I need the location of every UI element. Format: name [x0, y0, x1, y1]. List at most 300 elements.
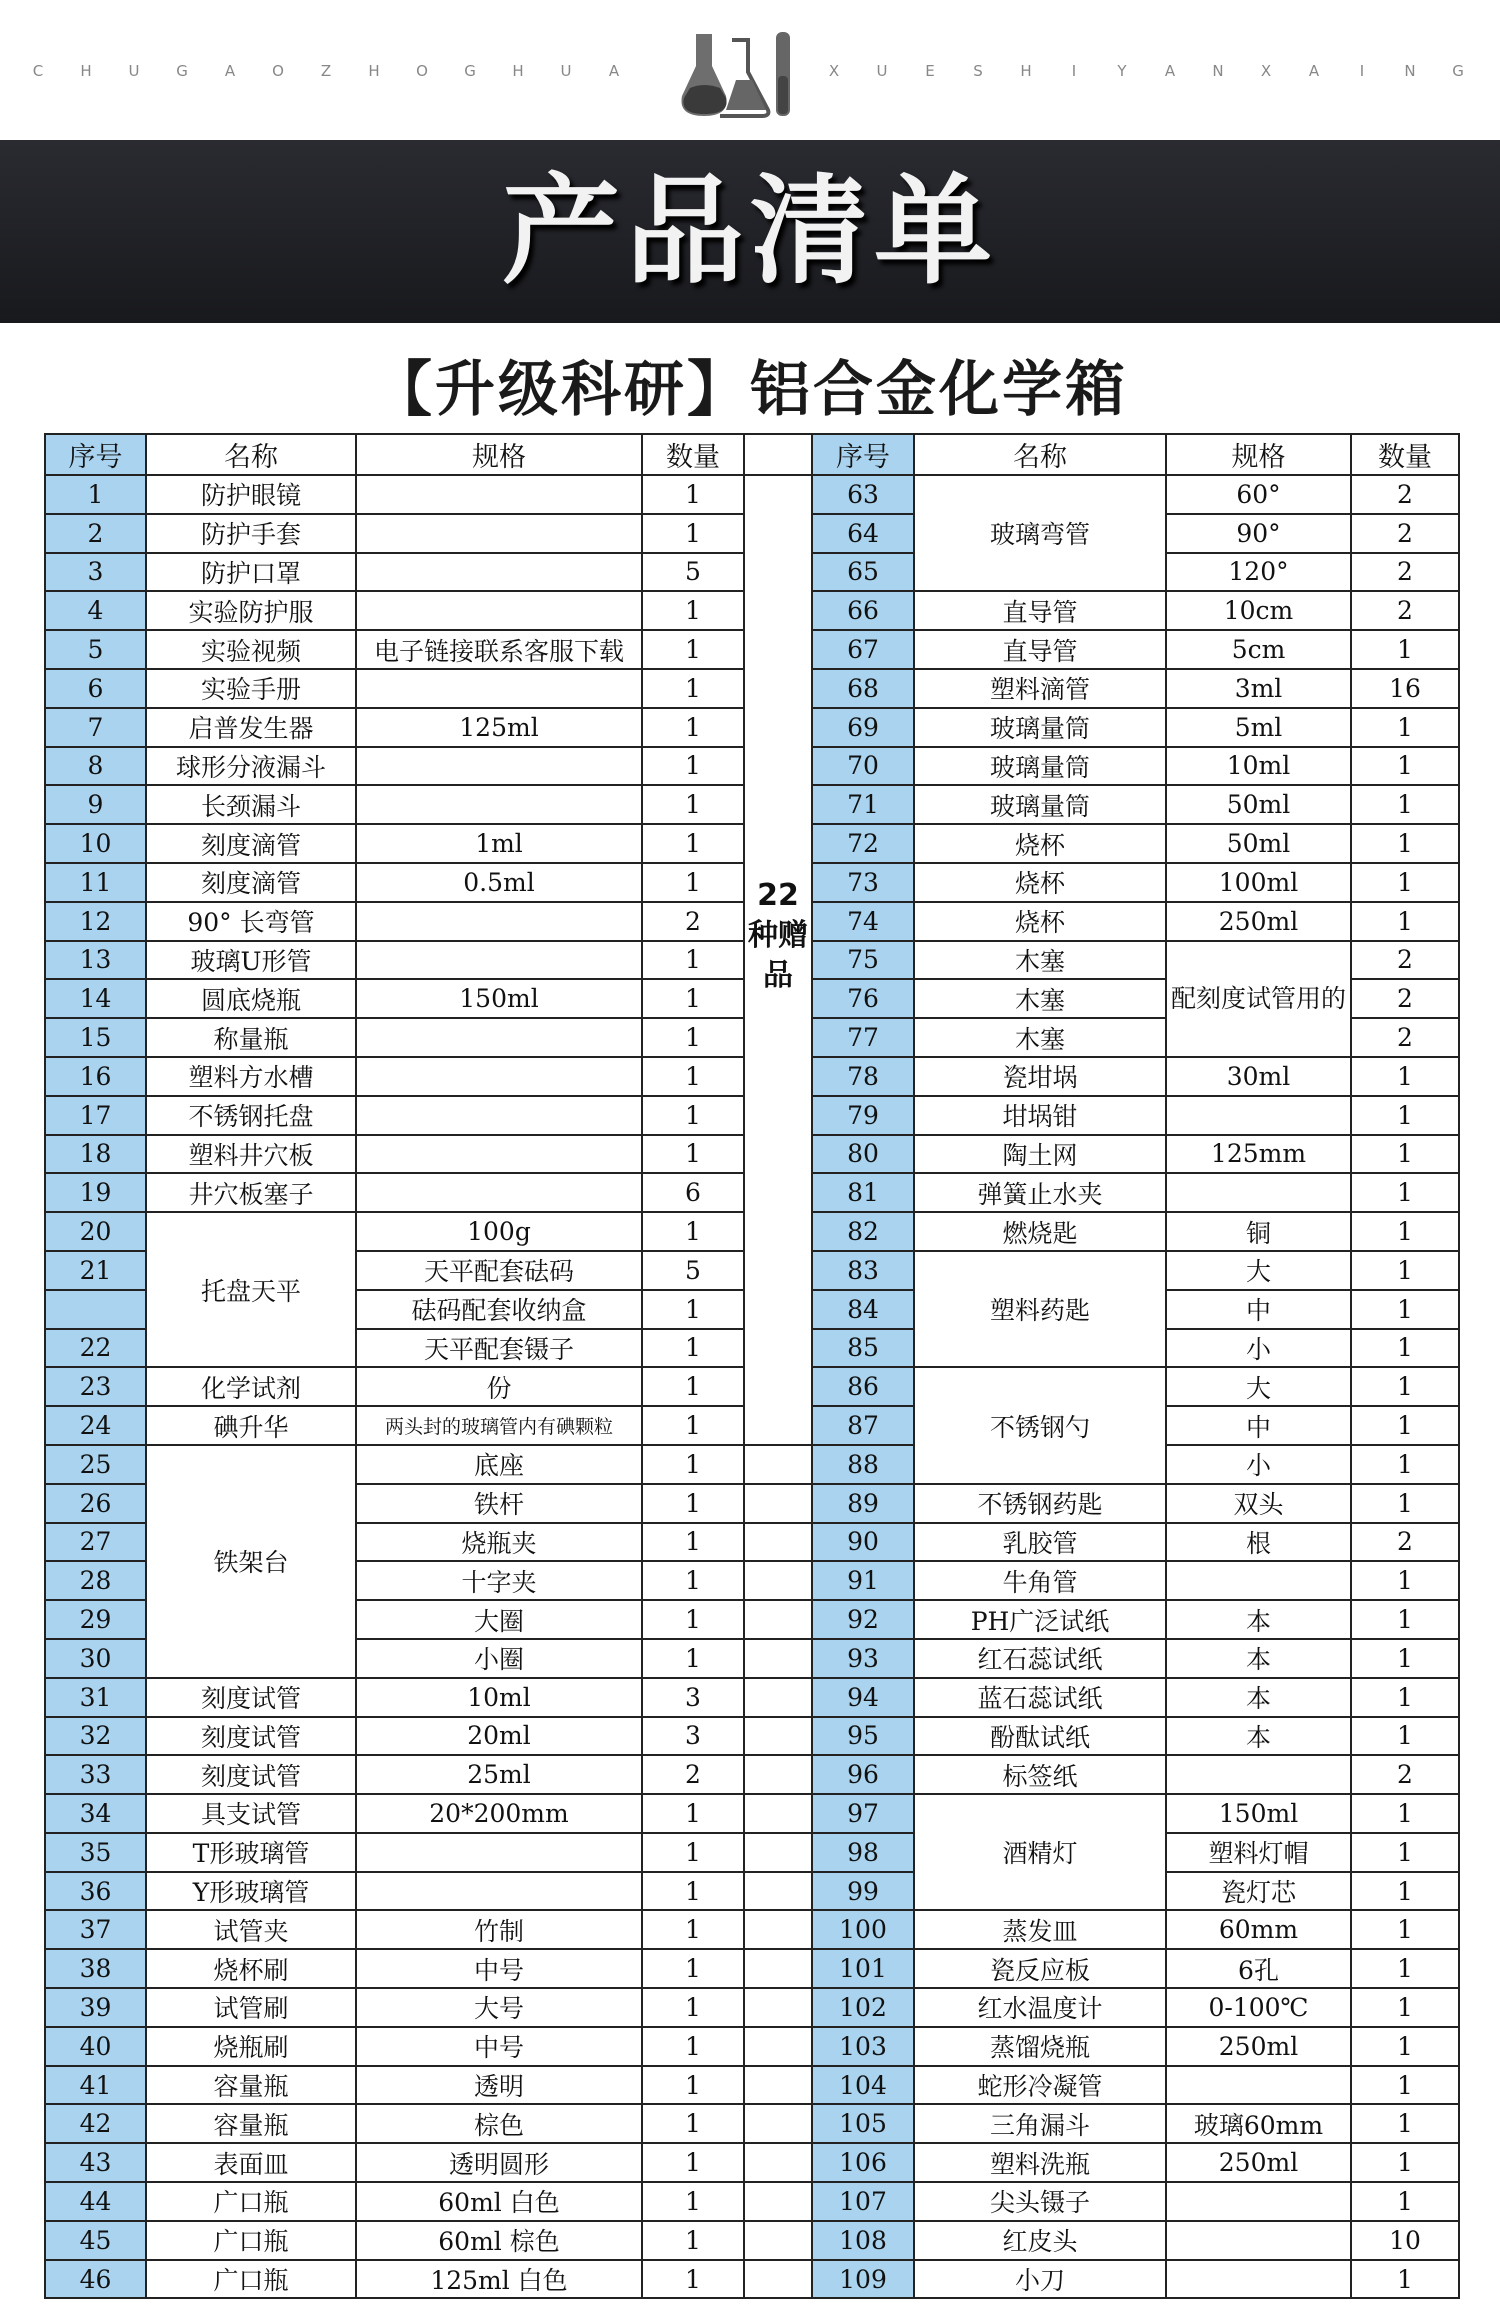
item-qty: 2 — [1351, 475, 1459, 514]
item-index: 7 — [45, 708, 146, 747]
item-index: 17 — [45, 1096, 146, 1135]
item-spec: 20ml — [356, 1717, 642, 1756]
item-qty: 1 — [1351, 630, 1459, 669]
item-spec: 60ml 棕色 — [356, 2221, 642, 2260]
header-letter: H — [1020, 62, 1032, 80]
item-name: 玻璃弯管 — [914, 475, 1166, 591]
item-index: 74 — [812, 902, 914, 941]
item-index: 38 — [45, 1949, 146, 1988]
item-spec: 中 — [1166, 1290, 1351, 1329]
item-spec: 小圈 — [356, 1639, 642, 1678]
item-qty: 1 — [642, 1872, 744, 1911]
item-qty: 2 — [642, 902, 744, 941]
table-header-row — [45, 434, 1459, 475]
item-qty: 1 — [1351, 1406, 1459, 1445]
item-qty: 1 — [642, 591, 744, 630]
item-qty: 1 — [1351, 1290, 1459, 1329]
item-index: 82 — [812, 1212, 914, 1251]
item-qty: 1 — [642, 747, 744, 786]
header-letter: H — [80, 62, 92, 80]
item-index: 92 — [812, 1600, 914, 1639]
item-spec: 竹制 — [356, 1910, 642, 1949]
item-name: 90° 长弯管 — [146, 902, 356, 941]
header-letter: X — [828, 62, 840, 80]
item-name: 塑料滴管 — [914, 669, 1166, 708]
item-qty: 1 — [1351, 1445, 1459, 1484]
gap-cell — [744, 2027, 812, 2066]
item-name: 玻璃量筒 — [914, 747, 1166, 786]
item-name: 实验视频 — [146, 630, 356, 669]
item-spec: 60° — [1166, 475, 1351, 514]
item-qty: 3 — [642, 1678, 744, 1717]
item-index: 42 — [45, 2104, 146, 2143]
item-qty: 1 — [642, 1406, 744, 1445]
header-letter: U — [876, 62, 888, 80]
item-spec: 50ml — [1166, 824, 1351, 863]
gap-cell — [744, 1561, 812, 1600]
lab-glassware-icon — [676, 26, 806, 122]
item-spec: 10ml — [356, 1678, 642, 1717]
item-spec: 十字夹 — [356, 1561, 642, 1600]
item-qty: 1 — [1351, 1794, 1459, 1833]
gap-cell — [744, 1717, 812, 1756]
header-letter: H — [368, 62, 380, 80]
item-qty: 1 — [642, 1561, 744, 1600]
item-spec: 本 — [1166, 1600, 1351, 1639]
gap-cell — [744, 1794, 812, 1833]
item-index: 19 — [45, 1173, 146, 1212]
item-name: 广口瓶 — [146, 2182, 356, 2221]
item-spec: 根 — [1166, 1523, 1351, 1562]
item-name: 红石蕊试纸 — [914, 1639, 1166, 1678]
table-row — [45, 1988, 1459, 2027]
item-spec: 烧瓶夹 — [356, 1523, 642, 1562]
item-spec: 0.5ml — [356, 863, 642, 902]
item-qty: 1 — [642, 2066, 744, 2105]
item-index: 44 — [45, 2182, 146, 2221]
item-spec: 大圈 — [356, 1600, 642, 1639]
table-row — [45, 1717, 1459, 1756]
item-qty: 1 — [642, 1290, 744, 1329]
item-name: 防护口罩 — [146, 553, 356, 592]
item-qty: 2 — [642, 1755, 744, 1794]
item-index: 105 — [812, 2104, 914, 2143]
item-index — [45, 1290, 146, 1329]
item-index: 83 — [812, 1251, 914, 1290]
item-qty: 1 — [642, 2027, 744, 2066]
item-index: 34 — [45, 1794, 146, 1833]
item-index: 77 — [812, 1018, 914, 1057]
item-qty: 1 — [1351, 1600, 1459, 1639]
item-name: 蓝石蕊试纸 — [914, 1678, 1166, 1717]
item-index: 79 — [812, 1096, 914, 1135]
item-name: 木塞 — [914, 979, 1166, 1018]
item-spec: 20*200mm — [356, 1794, 642, 1833]
item-name: 碘升华 — [146, 1406, 356, 1445]
item-qty: 1 — [642, 1833, 744, 1872]
item-index: 1 — [45, 475, 146, 514]
item-spec — [356, 902, 642, 941]
gap-cell — [744, 2143, 812, 2182]
item-index: 107 — [812, 2182, 914, 2221]
item-index: 23 — [45, 1367, 146, 1406]
item-name: 烧杯 — [914, 902, 1166, 941]
header-qty: 数量 — [642, 434, 744, 475]
item-spec — [356, 785, 642, 824]
header-name: 名称 — [914, 434, 1166, 475]
item-spec — [356, 1173, 642, 1212]
item-name: 标签纸 — [914, 1755, 1166, 1794]
item-qty: 1 — [642, 2104, 744, 2143]
item-index: 76 — [812, 979, 914, 1018]
item-name: 塑料洗瓶 — [914, 2143, 1166, 2182]
item-qty: 1 — [642, 1212, 744, 1251]
item-name: 牛角管 — [914, 1561, 1166, 1600]
item-index: 4 — [45, 591, 146, 630]
item-qty: 1 — [642, 2143, 744, 2182]
item-qty: 10 — [1351, 2221, 1459, 2260]
item-qty: 1 — [642, 979, 744, 1018]
item-index: 28 — [45, 1561, 146, 1600]
item-index: 31 — [45, 1678, 146, 1717]
gap-cell — [744, 2260, 812, 2299]
item-name: 实验手册 — [146, 669, 356, 708]
item-spec: 瓷灯芯 — [1166, 1872, 1351, 1911]
item-index: 5 — [45, 630, 146, 669]
item-qty: 1 — [642, 1988, 744, 2027]
item-name: 广口瓶 — [146, 2221, 356, 2260]
header-letter: X — [1260, 62, 1272, 80]
item-qty: 1 — [642, 824, 744, 863]
item-index: 6 — [45, 669, 146, 708]
item-spec — [356, 941, 642, 980]
gap-cell — [744, 2066, 812, 2105]
item-qty: 1 — [1351, 747, 1459, 786]
header-letter: S — [973, 62, 983, 80]
item-qty: 1 — [642, 1639, 744, 1678]
header-letter: G — [176, 62, 188, 80]
item-spec: 配刻度试管用的 — [1166, 941, 1351, 1057]
item-name: 红皮头 — [914, 2221, 1166, 2260]
table-row — [45, 2221, 1459, 2260]
item-index: 71 — [812, 785, 914, 824]
item-name: 红水温度计 — [914, 1988, 1166, 2027]
item-spec: 本 — [1166, 1678, 1351, 1717]
header-letter: O — [416, 62, 428, 80]
item-index: 87 — [812, 1406, 914, 1445]
item-spec: 150ml — [1166, 1794, 1351, 1833]
item-spec: 100ml — [1166, 863, 1351, 902]
item-name: 化学试剂 — [146, 1367, 356, 1406]
item-qty: 1 — [642, 1523, 744, 1562]
item-spec: 透明圆形 — [356, 2143, 642, 2182]
item-index: 109 — [812, 2260, 914, 2299]
item-spec — [356, 1057, 642, 1096]
item-index: 37 — [45, 1910, 146, 1949]
item-name: 不锈钢托盘 — [146, 1096, 356, 1135]
item-name: 井穴板塞子 — [146, 1173, 356, 1212]
item-qty: 1 — [1351, 2066, 1459, 2105]
item-index: 65 — [812, 553, 914, 592]
item-spec — [1166, 1561, 1351, 1600]
item-qty: 1 — [1351, 1135, 1459, 1174]
header-gap — [744, 434, 812, 475]
item-spec — [1166, 2260, 1351, 2299]
header-index: 序号 — [812, 434, 914, 475]
table-row — [45, 2027, 1459, 2066]
gap-cell — [744, 1639, 812, 1678]
item-qty: 1 — [1351, 1057, 1459, 1096]
item-qty: 1 — [1351, 2260, 1459, 2299]
item-spec: 铁杆 — [356, 1484, 642, 1523]
item-qty: 1 — [1351, 2143, 1459, 2182]
item-qty: 1 — [642, 863, 744, 902]
item-name: 塑料方水槽 — [146, 1057, 356, 1096]
item-index: 85 — [812, 1329, 914, 1368]
item-index: 22 — [45, 1329, 146, 1368]
item-qty: 1 — [1351, 2027, 1459, 2066]
item-index: 11 — [45, 863, 146, 902]
item-spec: 铜 — [1166, 1212, 1351, 1251]
item-qty: 1 — [1351, 1988, 1459, 2027]
item-qty: 1 — [642, 2260, 744, 2299]
item-spec: 塑料灯帽 — [1166, 1833, 1351, 1872]
header-letter: G — [1452, 62, 1464, 80]
item-qty: 1 — [1351, 1212, 1459, 1251]
item-qty: 1 — [1351, 824, 1459, 863]
item-qty: 1 — [1351, 1251, 1459, 1290]
item-qty: 1 — [642, 1057, 744, 1096]
table-row — [45, 2260, 1459, 2299]
item-index: 25 — [45, 1445, 146, 1484]
item-spec: 150ml — [356, 979, 642, 1018]
item-name: 防护眼镜 — [146, 475, 356, 514]
item-name: T形玻璃管 — [146, 1833, 356, 1872]
item-name: 不锈钢勺 — [914, 1367, 1166, 1483]
item-name: 称量瓶 — [146, 1018, 356, 1057]
item-name: 小刀 — [914, 2260, 1166, 2299]
item-spec — [1166, 2221, 1351, 2260]
item-name: 三角漏斗 — [914, 2104, 1166, 2143]
item-name: 圆底烧瓶 — [146, 979, 356, 1018]
table-row — [45, 1833, 1459, 1872]
item-index: 78 — [812, 1057, 914, 1096]
item-spec: 50ml — [1166, 785, 1351, 824]
item-index: 70 — [812, 747, 914, 786]
item-name: 试管刷 — [146, 1988, 356, 2027]
item-index: 33 — [45, 1755, 146, 1794]
item-spec: 本 — [1166, 1639, 1351, 1678]
item-spec: 6孔 — [1166, 1949, 1351, 1988]
item-index: 97 — [812, 1794, 914, 1833]
item-spec: 砝码配套收纳盒 — [356, 1290, 642, 1329]
item-name: 试管夹 — [146, 1910, 356, 1949]
item-qty: 1 — [642, 1096, 744, 1135]
item-spec — [1166, 1755, 1351, 1794]
product-subtitle: 【升级科研】铝合金化学箱 — [372, 355, 1128, 425]
item-qty: 1 — [642, 2221, 744, 2260]
item-name: 刻度试管 — [146, 1755, 356, 1794]
item-index: 45 — [45, 2221, 146, 2260]
item-index: 40 — [45, 2027, 146, 2066]
gap-cell — [744, 1949, 812, 1988]
item-spec — [356, 514, 642, 553]
item-index: 66 — [812, 591, 914, 630]
item-spec: 底座 — [356, 1445, 642, 1484]
item-name: 铁架台 — [146, 1445, 356, 1678]
item-name: 烧杯 — [914, 863, 1166, 902]
item-qty: 6 — [642, 1173, 744, 1212]
item-name: 广口瓶 — [146, 2260, 356, 2299]
header-letter: A — [1164, 62, 1176, 80]
item-name: 玻璃U形管 — [146, 941, 356, 980]
item-name: 玻璃量筒 — [914, 785, 1166, 824]
item-spec: 60mm — [1166, 1910, 1351, 1949]
item-name: 直导管 — [914, 591, 1166, 630]
item-name: 木塞 — [914, 1018, 1166, 1057]
item-index: 88 — [812, 1445, 914, 1484]
item-spec: 3ml — [1166, 669, 1351, 708]
item-qty: 2 — [1351, 1755, 1459, 1794]
header-index: 序号 — [45, 434, 146, 475]
item-index: 101 — [812, 1949, 914, 1988]
item-spec — [356, 591, 642, 630]
gap-cell — [744, 1600, 812, 1639]
header-letters-left — [14, 62, 638, 80]
item-qty: 1 — [1351, 1096, 1459, 1135]
item-spec: 小 — [1166, 1445, 1351, 1484]
item-qty: 1 — [642, 1329, 744, 1368]
item-spec: 天平配套砝码 — [356, 1251, 642, 1290]
item-spec: 中 — [1166, 1406, 1351, 1445]
item-spec: 250ml — [1166, 902, 1351, 941]
item-index: 26 — [45, 1484, 146, 1523]
item-index: 75 — [812, 941, 914, 980]
item-spec: 10ml — [1166, 747, 1351, 786]
item-index: 73 — [812, 863, 914, 902]
item-index: 36 — [45, 1872, 146, 1911]
item-qty: 1 — [642, 1910, 744, 1949]
item-index: 94 — [812, 1678, 914, 1717]
item-spec: 90° — [1166, 514, 1351, 553]
item-spec — [356, 669, 642, 708]
item-index: 43 — [45, 2143, 146, 2182]
table-row — [45, 2143, 1459, 2182]
item-index: 13 — [45, 941, 146, 980]
item-spec: 大 — [1166, 1251, 1351, 1290]
item-index: 103 — [812, 2027, 914, 2066]
item-qty: 1 — [642, 1367, 744, 1406]
item-index: 93 — [812, 1639, 914, 1678]
item-index: 29 — [45, 1600, 146, 1639]
item-qty: 1 — [1351, 863, 1459, 902]
item-index: 2 — [45, 514, 146, 553]
item-name: 刻度滴管 — [146, 824, 356, 863]
item-qty: 2 — [1351, 941, 1459, 980]
gap-cell — [744, 1833, 812, 1872]
product-list-table — [44, 433, 1460, 2299]
item-spec: 125ml — [356, 708, 642, 747]
table-row — [45, 2066, 1459, 2105]
item-name: 塑料药匙 — [914, 1251, 1166, 1367]
item-index: 9 — [45, 785, 146, 824]
item-qty: 1 — [642, 630, 744, 669]
header-letter: A — [224, 62, 236, 80]
item-spec — [356, 1096, 642, 1135]
item-qty: 1 — [642, 708, 744, 747]
header-letter: U — [128, 62, 140, 80]
header-letter: C — [32, 62, 44, 80]
table-row — [45, 1910, 1459, 1949]
item-index: 27 — [45, 1523, 146, 1562]
table-row — [45, 1949, 1459, 1988]
table-row — [45, 1872, 1459, 1911]
item-name: 蒸馏烧瓶 — [914, 2027, 1166, 2066]
item-qty: 2 — [1351, 591, 1459, 630]
item-spec: 250ml — [1166, 2143, 1351, 2182]
item-qty: 2 — [1351, 514, 1459, 553]
table-row — [45, 1445, 1459, 1484]
item-index: 86 — [812, 1367, 914, 1406]
item-spec: 120° — [1166, 553, 1351, 592]
item-qty: 1 — [642, 1018, 744, 1057]
item-spec: 10cm — [1166, 591, 1351, 630]
item-name: Y形玻璃管 — [146, 1872, 356, 1911]
item-qty: 1 — [1351, 1639, 1459, 1678]
item-qty: 1 — [1351, 785, 1459, 824]
item-spec: 0-100℃ — [1166, 1988, 1351, 2027]
item-spec — [356, 475, 642, 514]
table-row — [45, 475, 1459, 514]
item-qty: 1 — [642, 1135, 744, 1174]
item-qty: 1 — [642, 1600, 744, 1639]
item-index: 81 — [812, 1173, 914, 1212]
item-index: 10 — [45, 824, 146, 863]
item-spec — [1166, 2182, 1351, 2221]
item-spec: 天平配套镊子 — [356, 1329, 642, 1368]
item-spec: 大 — [1166, 1367, 1351, 1406]
item-index: 64 — [812, 514, 914, 553]
item-qty: 1 — [1351, 1173, 1459, 1212]
item-name: 表面皿 — [146, 2143, 356, 2182]
item-name: 刻度滴管 — [146, 863, 356, 902]
item-name: 球形分液漏斗 — [146, 747, 356, 786]
item-qty: 5 — [642, 553, 744, 592]
gap-cell — [744, 1755, 812, 1794]
item-index: 106 — [812, 2143, 914, 2182]
item-spec: 中号 — [356, 2027, 642, 2066]
item-name: 长颈漏斗 — [146, 785, 356, 824]
item-name: 瓷坩埚 — [914, 1057, 1166, 1096]
gift-label: 22种赠品 — [744, 475, 812, 1445]
item-name: 酚酞试纸 — [914, 1717, 1166, 1756]
item-spec — [356, 1833, 642, 1872]
header-letter: H — [512, 62, 524, 80]
header-letter: E — [925, 62, 935, 80]
item-spec: 透明 — [356, 2066, 642, 2105]
item-name: 不锈钢药匙 — [914, 1484, 1166, 1523]
item-spec: 30ml — [1166, 1057, 1351, 1096]
item-spec: 份 — [356, 1367, 642, 1406]
table-row — [45, 1794, 1459, 1833]
header-letter: O — [272, 62, 284, 80]
item-name: 酒精灯 — [914, 1794, 1166, 1910]
gap-cell — [744, 1445, 812, 1484]
item-spec — [356, 1872, 642, 1911]
header-qty: 数量 — [1351, 434, 1459, 475]
item-index: 8 — [45, 747, 146, 786]
header-letter: Y — [1117, 62, 1127, 80]
